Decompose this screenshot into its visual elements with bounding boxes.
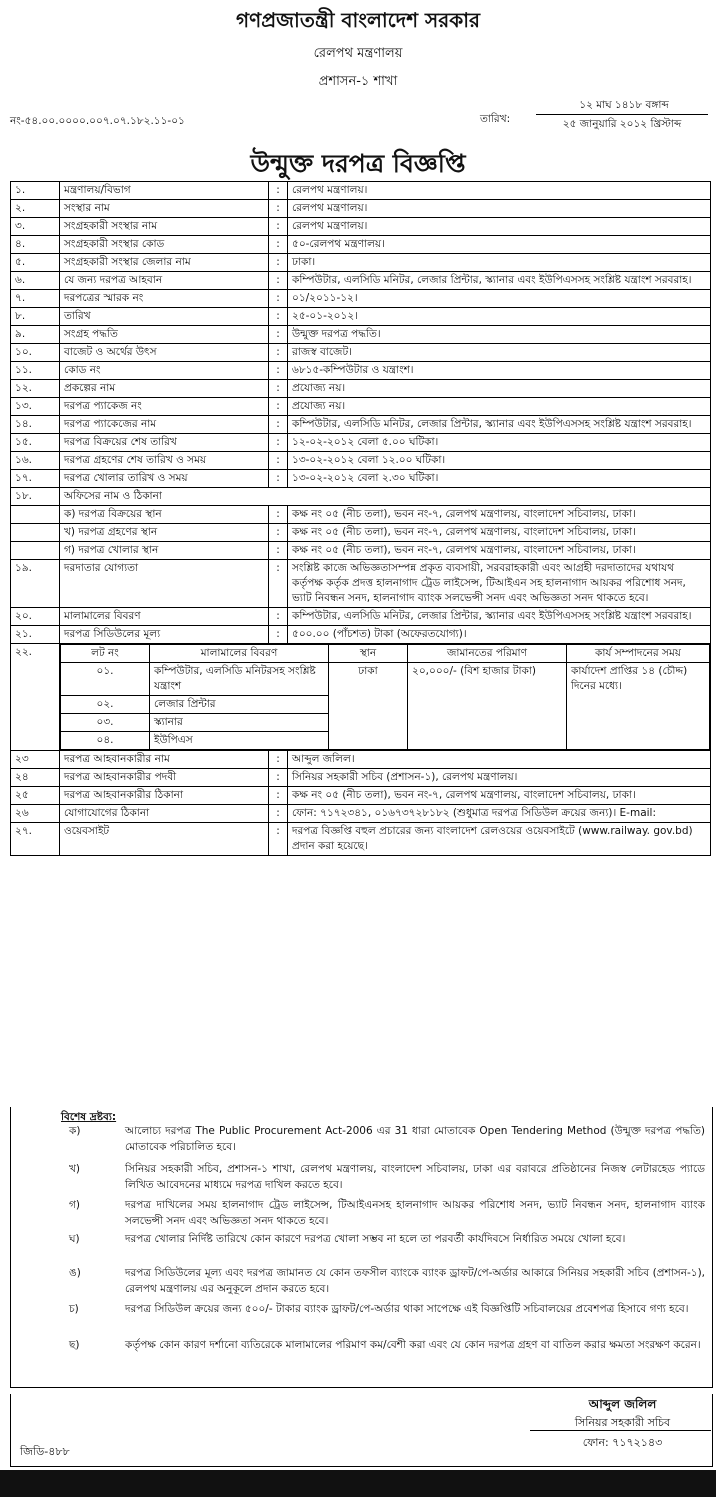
row-colon: : [269, 626, 288, 644]
row-label: যোগাযোগের ঠিকানা [60, 805, 269, 823]
table-row [11, 308, 711, 326]
row-number: ২৭. [11, 823, 60, 856]
table-row [11, 434, 711, 452]
row-number: ৩. [11, 218, 60, 236]
row-number: ১৬. [11, 452, 60, 470]
table-row [11, 236, 711, 254]
signatory-phone: ফোন: ৭১৭২১৪৩ [582, 1436, 663, 1449]
note-key: ক) [69, 1125, 81, 1137]
row-colon: : [269, 787, 288, 805]
row-value: প্রযোজ্য নয়। [288, 380, 711, 398]
table-row [11, 362, 711, 380]
bottom-border [0, 1470, 716, 1497]
table-row [11, 200, 711, 218]
row-label: দরপত্র আহবানকারীর ঠিকানা [60, 787, 269, 805]
row-label: দরদাতার যোগ্যতা [60, 560, 269, 608]
row-value: ০১/২০১১-১২। [288, 290, 711, 308]
row-value: কক্ষ নং ০৫ (নীচ তলা), ভবন নং-৭, রেলপথ মন্ত্রণালয়, বাংলাদেশ সচিবালয়, ঢাকা। [288, 787, 711, 805]
row-label: ওয়েবসাইট [60, 823, 269, 856]
row-number: ২১. [11, 626, 60, 644]
row-number: ২৫ [11, 787, 60, 805]
row-value: রেলপথ মন্ত্রণালয়। [288, 182, 711, 200]
row-label: ক) দরপত্র বিক্রয়ের স্থান [60, 506, 269, 524]
lot-description: ইউপিএস [150, 732, 329, 750]
row-label: গ) দরপত্র খোলার স্থান [60, 542, 269, 560]
row-colon: : [269, 308, 288, 326]
row-number: ১১. [11, 362, 60, 380]
row-value: ঢাকা। [288, 254, 711, 272]
row-label: অফিসের নাম ও ঠিকানা [60, 488, 711, 506]
row-value: দরপত্র বিজ্ঞপ্তি বহুল প্রচারের জন্য বাংলাদেশ রেলওয়ের ওয়েবসাইটে (www.railway. gov.bd) প্রদান করা হয়েছে। [288, 823, 711, 856]
row-number: ৭. [11, 290, 60, 308]
notice-title: উন্মুক্ত দরপত্র বিজ্ঞপ্তি [250, 149, 466, 178]
row-colon: : [269, 751, 288, 769]
row-colon: : [269, 452, 288, 470]
row-colon: : [269, 326, 288, 344]
row-value: প্রযোজ্য নয়। [288, 398, 711, 416]
lot-row [61, 663, 710, 696]
row-value: কম্পিউটার, এলসিডি মনিটর, লেজার প্রিন্টার, স্ক্যানার এবং ইউপিএসসহ সংশ্লিষ্ট যন্ত্রাংশ সরবরাহ। [288, 416, 711, 434]
row-label: সংগ্রহ পদ্ধতি [60, 326, 269, 344]
gd-number: জিডি-৪৮৮ [20, 1445, 70, 1458]
table-row [11, 805, 711, 823]
row-number: ৬. [11, 272, 60, 290]
row-label: দরপত্র খোলার তারিখ ও সময় [60, 470, 269, 488]
branch-name: প্রশাসন-১ শাখা [318, 74, 398, 89]
row-label: বাজেট ও অর্থের উৎস [60, 344, 269, 362]
row-number: ২. [11, 200, 60, 218]
row-colon: : [269, 362, 288, 380]
row-label: মন্ত্রণালয়/বিভাগ [60, 182, 269, 200]
table-row [11, 644, 711, 751]
table-row [11, 344, 711, 362]
note-key: চ) [69, 1303, 79, 1315]
note-key: ঘ) [69, 1233, 80, 1245]
row-colon: : [269, 560, 288, 608]
lot-header-cell: স্থান [329, 645, 408, 663]
row-value: উন্মুক্ত দরপত্র পদ্ধতি। [288, 326, 711, 344]
row-colon: : [269, 608, 288, 626]
row-value: ২৫-০১-২০১২। [288, 308, 711, 326]
signature-divider [530, 1430, 711, 1431]
row-value: সিনিয়র সহকারী সচিব (প্রশাসন-১), রেলপথ মন্ত্রণালয়। [288, 769, 711, 787]
row-label: দরপত্র প্যাকেজ নং [60, 398, 269, 416]
row-value: কক্ষ নং ০৫ (নীচ তলা), ভবন নং-৭, রেলপথ মন্ত্রণালয়, বাংলাদেশ সচিবালয়, ঢাকা। [288, 524, 711, 542]
row-number-empty [11, 524, 60, 542]
row-colon: : [269, 506, 288, 524]
row-colon: : [269, 805, 288, 823]
row-colon: : [269, 542, 288, 560]
row-label: প্রকল্পের নাম [60, 380, 269, 398]
row-number: ৪. [11, 236, 60, 254]
note-text: আলোচ্য দরপত্র The Public Procurement Act-2006 এর 31 ধারা মোতাবেক Open Tendering Method (উন্মুক্ত দরপত্র পদ্ধতি) মোতাবেক পরিচালিত হবে। [125, 1125, 705, 1153]
note-text: কর্তৃপক্ষ কোন কারণ দর্শানো ব্যতিরেকে মালামালের পরিমাণ কম/বেশী করা এবং যে কোন দরপত্র গ্রহণ বা বাতিল করার ক্ষমতা সংরক্ষণ করেন। [125, 1339, 701, 1351]
tender-details-table [10, 181, 711, 856]
memo-number: নং-৫৪.০০.০০০০.০০৭.০৭.১৮২.১১-০১ [10, 115, 185, 127]
date-english: ২৫ জানুয়ারি ২০১২ খ্রিস্টাব্দ [562, 118, 682, 130]
note-key: ছ) [69, 1339, 80, 1351]
row-colon: : [269, 272, 288, 290]
note-text: দরপত্র সিডিউল ক্রয়ের জন্য ৫০০/- টাকার ব্যাংক ড্রাফট/পে-অর্ডার থাকা সাপেক্ষে এই বিজ্ঞপ্তিটি সচিবালয়ের প্রবেশপত্র হিসাবে গণ্য হবে। [125, 1303, 689, 1315]
table-row [11, 769, 711, 787]
date-label: তারিখ: [480, 113, 511, 125]
row-colon: : [269, 182, 288, 200]
row-label: সংস্থার নাম [60, 200, 269, 218]
table-row [11, 626, 711, 644]
lot-place: ঢাকা [329, 663, 408, 750]
row-value: সংশ্লিষ্ট কাজে অভিজ্ঞতাসম্পন্ন প্রকৃত ব্যবসায়ী, সরবরাহকারী এবং আগ্রহী দরদাতাদের যথাযথ কর্তৃপক্ষ কর্তৃক প্রদত্ত হালনাগাদ ট্রেড লাইসেন্স, টিআইএন সহ হালনাগাদ আয়কর পরিশোধ সনদ, ভ্যাট নিবন্ধন সনদ, হালনাগাদ ব্যাংক সলভেন্সী সনদ এবং অভিজ্ঞতা সনদ থাকতে হবে। [288, 560, 711, 608]
table-row [11, 182, 711, 200]
table-row [11, 416, 711, 434]
table-row [11, 506, 711, 524]
row-number: ৯. [11, 326, 60, 344]
date-bangla: ১২ মাঘ ১৪১৮ বঙ্গাব্দ [579, 99, 669, 111]
lot-header-row [61, 645, 710, 663]
row-number: ১৯. [11, 560, 60, 608]
date-block [480, 96, 710, 136]
row-value: আব্দুল জলিল। [288, 751, 711, 769]
lot-number: ০২. [61, 696, 150, 714]
row-label: সংগ্রহকারী সংস্থার কোড [60, 236, 269, 254]
row-number: ২৬ [11, 805, 60, 823]
signatory-designation: সিনিয়র সহকারী সচিব [574, 1416, 671, 1429]
lot-time: কার্যাদেশ প্রাপ্তির ১৪ (চৌদ্দ) দিনের মধ্যে। [567, 663, 710, 750]
row-label: দরপত্র আহবানকারীর পদবী [60, 769, 269, 787]
lot-header-cell: লট নং [61, 645, 150, 663]
table-row [11, 290, 711, 308]
lot-table-cell [60, 644, 711, 751]
table-row [11, 326, 711, 344]
row-colon: : [269, 380, 288, 398]
row-label: তারিখ [60, 308, 269, 326]
row-colon: : [269, 200, 288, 218]
row-number: ৮. [11, 308, 60, 326]
table-row [11, 524, 711, 542]
note-text: দরপত্র দাখিলের সময় হালনাগাদ ট্রেড লাইসেন্স, টিআইএনসহ হালনাগাদ আয়কর পরিশোধ সনদ, ভ্যাট নিবন্ধন সনদ, হালনাগাদ ব্যাংক সলভেন্সী সনদ এবং অভিজ্ঞতা সনদ থাকতে হবে। [125, 1199, 705, 1227]
government-title: গণপ্রজাতন্ত্রী বাংলাদেশ সরকার [236, 8, 480, 32]
row-colon: : [269, 416, 288, 434]
lot-number: ০১. [61, 663, 150, 696]
table-row [11, 751, 711, 769]
lot-number: ০৩. [61, 714, 150, 732]
note-key: গ) [69, 1199, 80, 1211]
row-number-empty [11, 542, 60, 560]
lot-number: ০৪. [61, 732, 150, 750]
row-value: ফোন: ৭১৭২৩৪১, ০১৬৭৩৭২৮১৮২ (শুধুমাত্র দরপত্র সিডিউল ক্রয়ের জন্য)। E-mail: [288, 805, 711, 823]
row-number: ১২. [11, 380, 60, 398]
table-row [11, 488, 711, 506]
row-number: ২২. [11, 644, 60, 751]
notes-heading: বিশেষ দ্রষ্টব্য: [61, 1111, 117, 1123]
row-value: ১৩-০২-২০১২ বেলা ২.৩০ ঘটিকা। [288, 470, 711, 488]
table-row [11, 470, 711, 488]
row-value: কক্ষ নং ০৫ (নীচ তলা), ভবন নং-৭, রেলপথ মন্ত্রণালয়, বাংলাদেশ সচিবালয়, ঢাকা। [288, 506, 711, 524]
row-number: ২৪ [11, 769, 60, 787]
row-number: ১. [11, 182, 60, 200]
row-value: ৫০-রেলপথ মন্ত্রণালয়। [288, 236, 711, 254]
table-row [11, 608, 711, 626]
note-key: ঙ) [69, 1267, 81, 1279]
row-number: ১০. [11, 344, 60, 362]
row-colon: : [269, 769, 288, 787]
row-label: দরপত্রের স্মারক নং [60, 290, 269, 308]
lot-description: কম্পিউটার, এলসিডি মনিটরসহ সংশ্লিষ্ট যন্ত্রাংশ [150, 663, 329, 696]
row-label: দরপত্র গ্রহণের শেষ তারিখ ও সময় [60, 452, 269, 470]
row-number: ১৮. [11, 488, 60, 506]
special-notes [10, 1107, 713, 1388]
lot-security: ২০,০০০/- (বিশ হাজার টাকা) [408, 663, 567, 750]
lot-table [60, 644, 710, 750]
date-divider [536, 114, 708, 115]
row-label: মালামালের বিবরণ [60, 608, 269, 626]
row-value: রেলপথ মন্ত্রণালয়। [288, 200, 711, 218]
lot-header-cell: জামানতের পরিমাণ [408, 645, 567, 663]
row-colon: : [269, 218, 288, 236]
table-row [11, 452, 711, 470]
note-text: সিনিয়র সহকারী সচিব, প্রশাসন-১ শাখা, রেলপথ মন্ত্রণালয়, বাংলাদেশ সচিবালয়, ঢাকা এর বরাবরে প্রতিষ্ঠানের নিজস্ব লেটারহেড প্যাডে লিখিত আবেদনের মাধ্যমে দরপত্র দাখিল করতে হবে। [125, 1163, 705, 1191]
table-row [11, 398, 711, 416]
table-row [11, 823, 711, 856]
row-label: সংগ্রহকারী সংস্থার জেলার নাম [60, 254, 269, 272]
signatory-name: আব্দুল জলিল [588, 1397, 657, 1411]
table-row [11, 560, 711, 608]
ministry-name: রেলপথ মন্ত্রণালয় [313, 46, 403, 61]
row-label: যে জন্য দরপত্র আহবান [60, 272, 269, 290]
table-row [11, 380, 711, 398]
row-value: রেলপথ মন্ত্রণালয়। [288, 218, 711, 236]
note-key: খ) [69, 1163, 80, 1175]
lot-description: স্ক্যানার [150, 714, 329, 732]
row-value: কম্পিউটার, এলসিডি মনিটর, লেজার প্রিন্টার, স্ক্যানার এবং ইউপিএসসহ সংশ্লিষ্ট যন্ত্রাংশ সরবরাহ। [288, 608, 711, 626]
row-label: কোড নং [60, 362, 269, 380]
row-value: কম্পিউটার, এলসিডি মনিটর, লেজার প্রিন্টার, স্ক্যানার এবং ইউপিএসসহ সংশ্লিষ্ট যন্ত্রাংশ সরবরাহ। [288, 272, 711, 290]
row-value: রাজস্ব বাজেট। [288, 344, 711, 362]
row-colon: : [269, 344, 288, 362]
row-colon: : [269, 823, 288, 856]
row-colon: : [269, 290, 288, 308]
row-number: ১৩. [11, 398, 60, 416]
row-label: দরপত্র আহবানকারীর নাম [60, 751, 269, 769]
lot-header-cell: মালামালের বিবরণ [150, 645, 329, 663]
row-label: দরপত্র সিডিউলের মূল্য [60, 626, 269, 644]
row-label: সংগ্রহকারী সংস্থার নাম [60, 218, 269, 236]
table-row [11, 272, 711, 290]
row-colon: : [269, 470, 288, 488]
row-number: ৫. [11, 254, 60, 272]
row-number: ১৫. [11, 434, 60, 452]
lot-description: লেজার প্রিন্টার [150, 696, 329, 714]
row-label: খ) দরপত্র গ্রহণের স্থান [60, 524, 269, 542]
row-colon: : [269, 398, 288, 416]
lot-header-cell: কার্য সম্পাদনের সময় [567, 645, 710, 663]
note-text: দরপত্র খোলার নির্দিষ্ট তারিখে কোন কারণে দরপত্র খোলা সম্ভব না হলে তা পরবর্তী কার্যদিবসে নির্ধারিত সময়ে খোলা হবে। [125, 1233, 626, 1245]
row-number: ২৩ [11, 751, 60, 769]
note-text: দরপত্র সিডিউলের মূল্য এবং দরপত্র জামানত যে কোন তফসীল ব্যাংকে ব্যাংক ড্রাফট/পে-অর্ডার আকারে সিনিয়র সহকারী সচিব (প্রশাসন-১), রেলপথ মন্ত্রণালয় এর অনুকূলে প্রদান করতে হবে। [125, 1267, 705, 1295]
row-colon: : [269, 254, 288, 272]
row-number-empty [11, 506, 60, 524]
row-value: কক্ষ নং ০৫ (নীচ তলা), ভবন নং-৭, রেলপথ মন্ত্রণালয়, বাংলাদেশ সচিবালয়, ঢাকা। [288, 542, 711, 560]
row-label: দরপত্র বিক্রয়ের শেষ তারিখ [60, 434, 269, 452]
row-number: ১৪. [11, 416, 60, 434]
row-colon: : [269, 434, 288, 452]
row-value: ১৩-০২-২০১২ বেলা ১২.০০ ঘটিকা। [288, 452, 711, 470]
table-row [11, 542, 711, 560]
row-value: ৫০০.০০ (পাঁচশত) টাকা (অফেরতযোগ্য)। [288, 626, 711, 644]
table-row [11, 787, 711, 805]
row-label: দরপত্র প্যাকেজের নাম [60, 416, 269, 434]
row-value: ১২-০২-২০১২ বেলা ৫.০০ ঘটিকা। [288, 434, 711, 452]
table-row [11, 254, 711, 272]
row-number: ২০. [11, 608, 60, 626]
row-colon: : [269, 236, 288, 254]
row-value: ৬৮১৫-কম্পিউটার ও যন্ত্রাংশ। [288, 362, 711, 380]
row-colon: : [269, 524, 288, 542]
table-row [11, 218, 711, 236]
row-number: ১৭. [11, 470, 60, 488]
